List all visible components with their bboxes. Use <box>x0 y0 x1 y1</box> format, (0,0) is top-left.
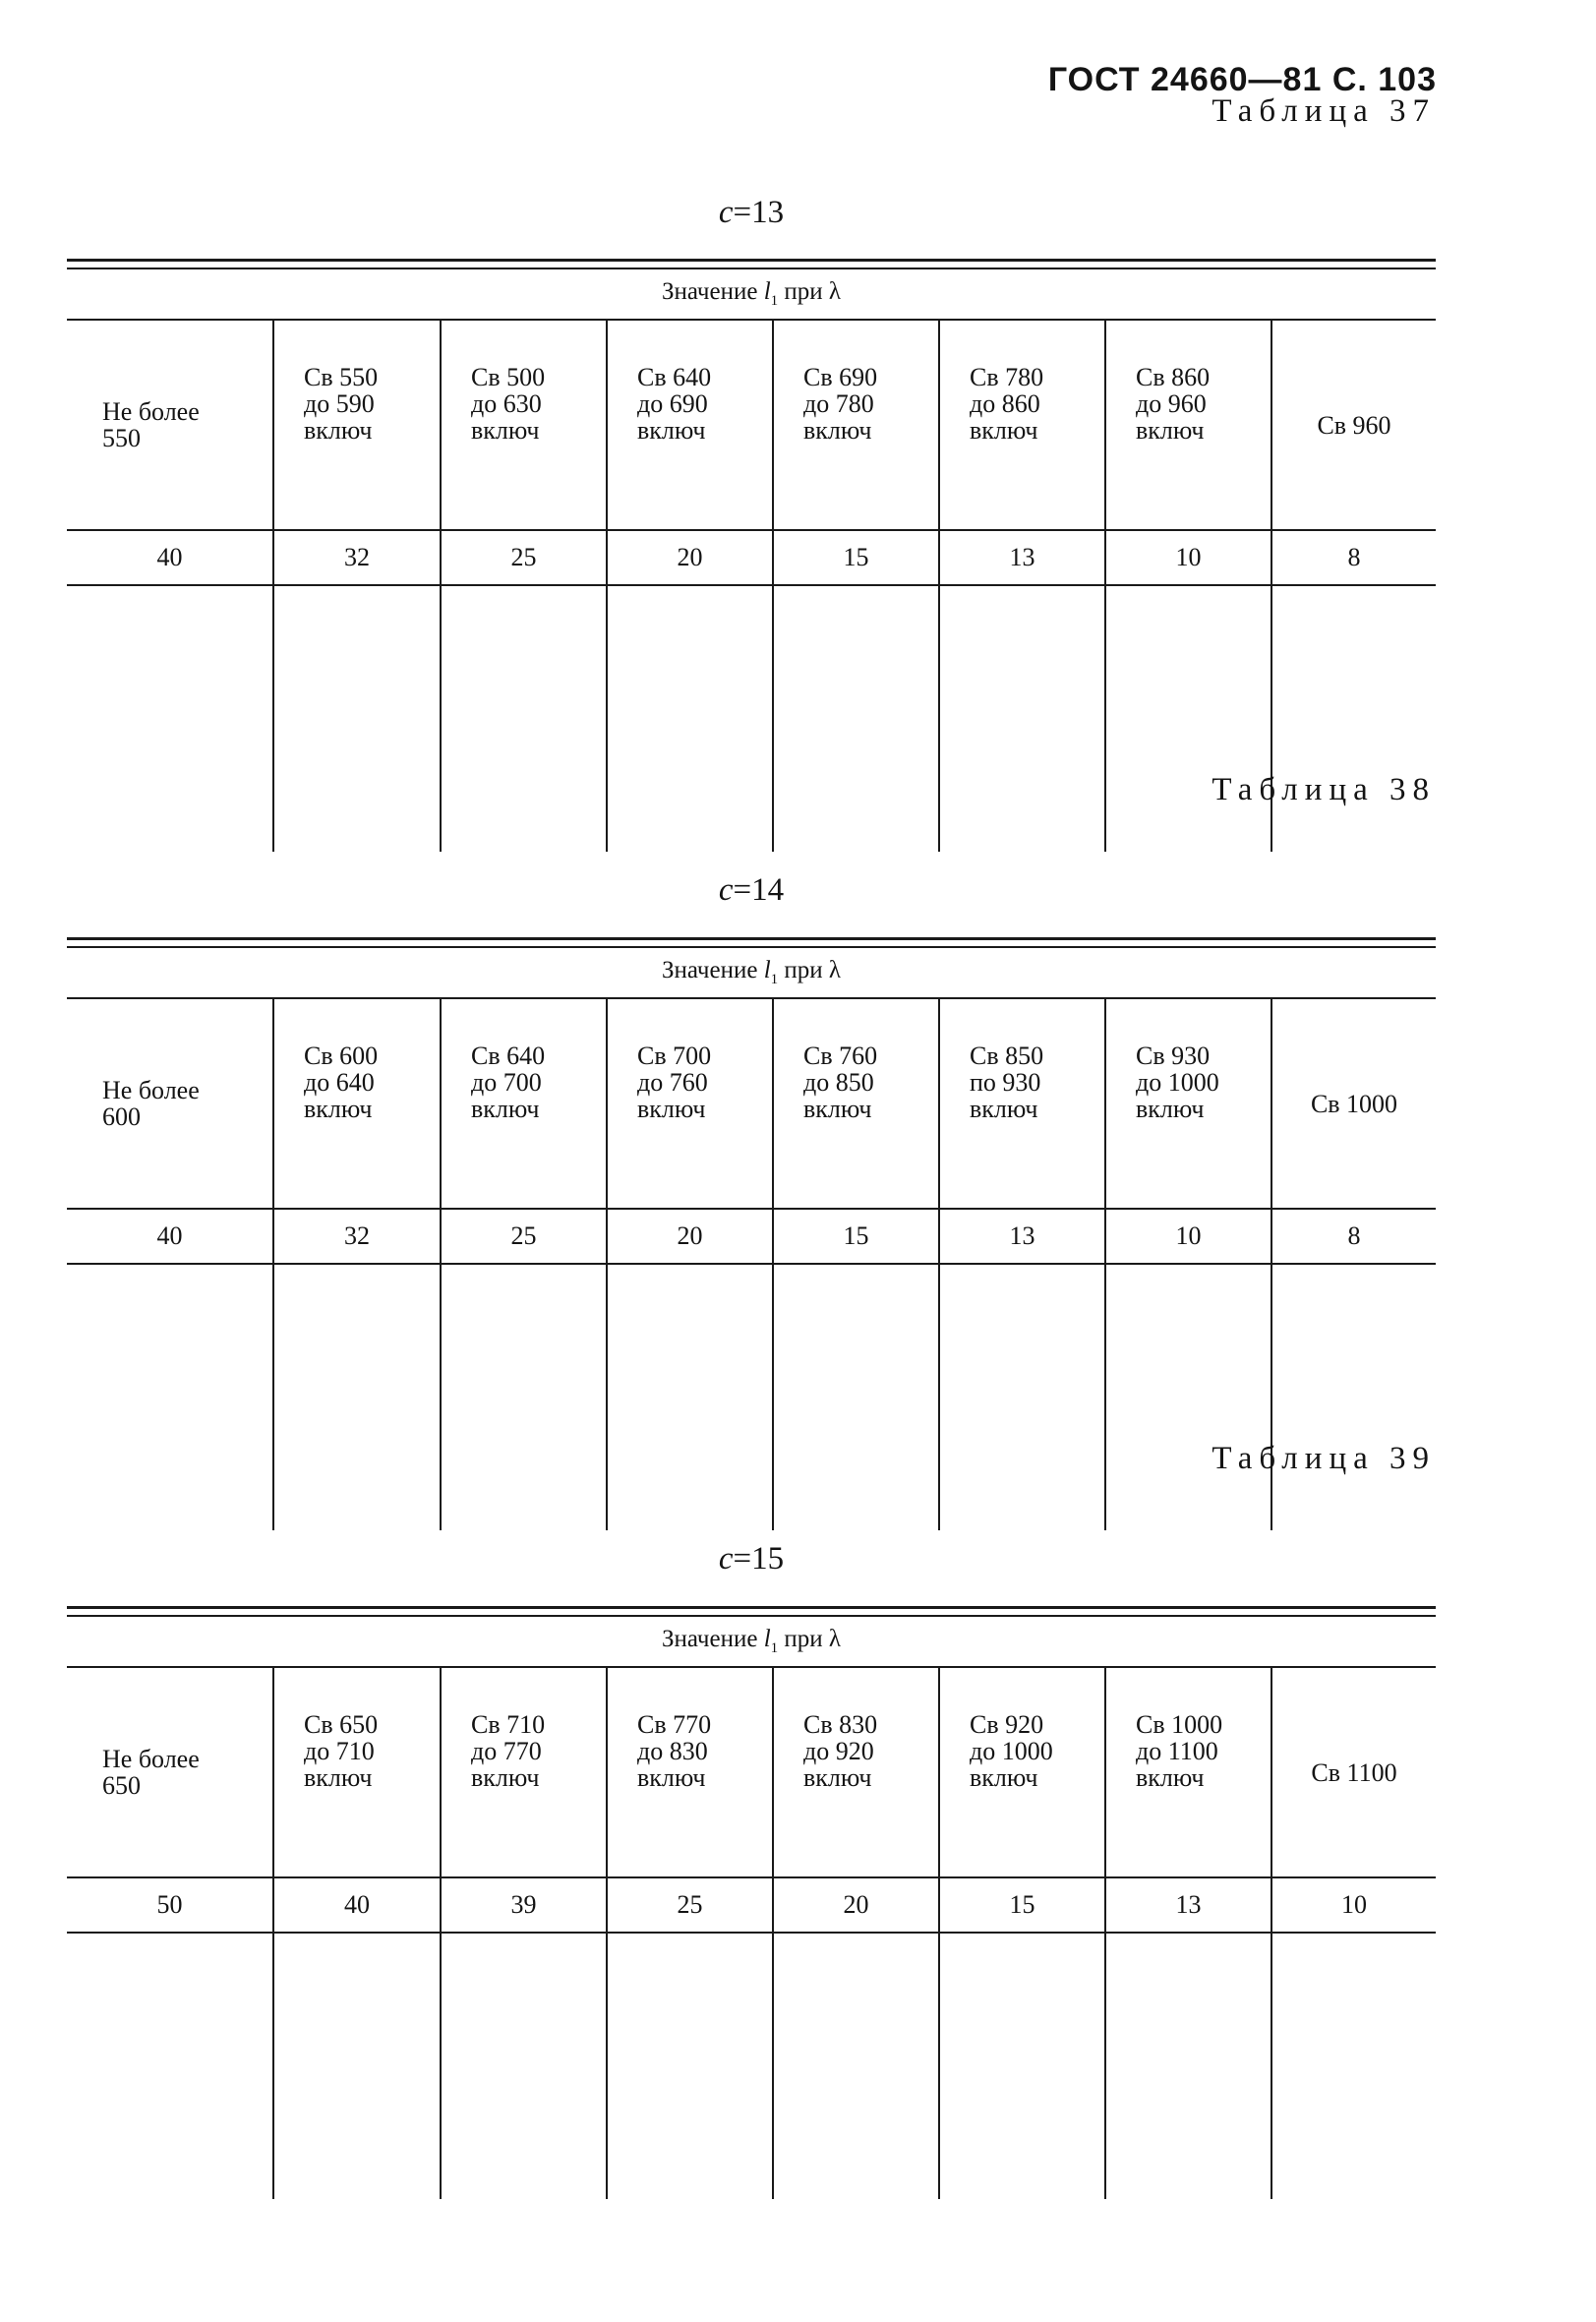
header-cell-range: Св 640 до 700 включ <box>441 998 607 1209</box>
header-cell-last: Св 1100 <box>1271 1667 1436 1877</box>
value-cell: 32 <box>273 530 441 585</box>
header-cell-first: Не более 650 <box>67 1667 273 1877</box>
value-cell: 20 <box>773 1877 939 1933</box>
header-cell-range: Св 770 до 830 включ <box>607 1667 773 1877</box>
header-cell-range: Св 710 до 770 включ <box>441 1667 607 1877</box>
table-empty-body <box>67 585 1436 852</box>
header-cell-range: Св 760 до 850 включ <box>773 998 939 1209</box>
header-cell-range: Св 700 до 760 включ <box>607 998 773 1209</box>
table-number: Таблица 38 <box>1212 772 1436 807</box>
value-cell: 13 <box>939 1209 1105 1264</box>
value-cell: 10 <box>1271 1877 1436 1933</box>
table-span-title: Значение $l_1$ при λ <box>67 1616 1436 1667</box>
table-span-title: Значение $l_1$ при λ <box>67 947 1436 998</box>
header-cell-last: Св 1000 <box>1271 998 1436 1209</box>
header-cell-range: Св 850 по 930 включ <box>939 998 1105 1209</box>
header-cell-range: Св 550 до 590 включ <box>273 320 441 530</box>
value-cell: 40 <box>273 1877 441 1933</box>
value-cell: 39 <box>441 1877 607 1933</box>
c-parameter-label <box>67 872 1436 909</box>
header-cell-range: Св 930 до 1000 включ <box>1105 998 1271 1209</box>
header-cell-range: Св 920 до 1000 включ <box>939 1667 1105 1877</box>
table-values-row <box>67 530 1436 585</box>
value-cell: 50 <box>67 1877 273 1933</box>
data-table <box>67 259 1436 852</box>
c-variable: c <box>718 872 734 908</box>
value-cell: 32 <box>273 1209 441 1264</box>
table-number: Таблица 39 <box>1212 1441 1436 1476</box>
value-cell: 20 <box>607 530 773 585</box>
c-value: =13 <box>733 195 785 230</box>
header-cell-first: Не более 550 <box>67 320 273 530</box>
header-cell-range: Св 650 до 710 включ <box>273 1667 441 1877</box>
table-header-row <box>67 1667 1436 1877</box>
table-empty-body <box>67 1264 1436 1530</box>
value-cell: 20 <box>607 1209 773 1264</box>
c-value: =14 <box>733 872 785 908</box>
table-header-row <box>67 998 1436 1209</box>
header-cell-range: Св 780 до 860 включ <box>939 320 1105 530</box>
value-cell: 40 <box>67 1209 273 1264</box>
page-header: ГОСТ 24660—81 С. 103 <box>1047 61 1437 98</box>
value-cell: 25 <box>441 1209 607 1264</box>
value-cell: 15 <box>773 530 939 585</box>
table-values-row <box>67 1877 1436 1933</box>
header-cell-first: Не более 600 <box>67 998 273 1209</box>
value-cell: 8 <box>1271 530 1436 585</box>
c-variable: c <box>718 195 734 230</box>
table-empty-body <box>67 1933 1436 2199</box>
value-cell: 40 <box>67 530 273 585</box>
value-cell: 8 <box>1271 1209 1436 1264</box>
value-cell: 15 <box>939 1877 1105 1933</box>
value-cell: 25 <box>441 530 607 585</box>
value-cell: 13 <box>1105 1877 1271 1933</box>
c-variable: c <box>718 1541 734 1577</box>
header-cell-last: Св 960 <box>1271 320 1436 530</box>
table-span-title: Значение $l_1$ при λ <box>67 268 1436 320</box>
value-cell: 15 <box>773 1209 939 1264</box>
header-cell-range: Св 640 до 690 включ <box>607 320 773 530</box>
value-cell: 10 <box>1105 1209 1271 1264</box>
table-number: Таблица 37 <box>1212 93 1436 129</box>
header-cell-range: Св 690 до 780 включ <box>773 320 939 530</box>
c-value: =15 <box>733 1541 785 1577</box>
c-parameter-label <box>67 195 1436 231</box>
header-cell-range: Св 500 до 630 включ <box>441 320 607 530</box>
table-values-row <box>67 1209 1436 1264</box>
c-parameter-label <box>67 1541 1436 1578</box>
value-cell: 13 <box>939 530 1105 585</box>
value-cell: 25 <box>607 1877 773 1933</box>
header-cell-range: Св 600 до 640 включ <box>273 998 441 1209</box>
header-cell-range: Св 830 до 920 включ <box>773 1667 939 1877</box>
table-header-row <box>67 320 1436 530</box>
data-table <box>67 1606 1436 2199</box>
header-cell-range: Св 1000 до 1100 включ <box>1105 1667 1271 1877</box>
value-cell: 10 <box>1105 530 1271 585</box>
header-cell-range: Св 860 до 960 включ <box>1105 320 1271 530</box>
